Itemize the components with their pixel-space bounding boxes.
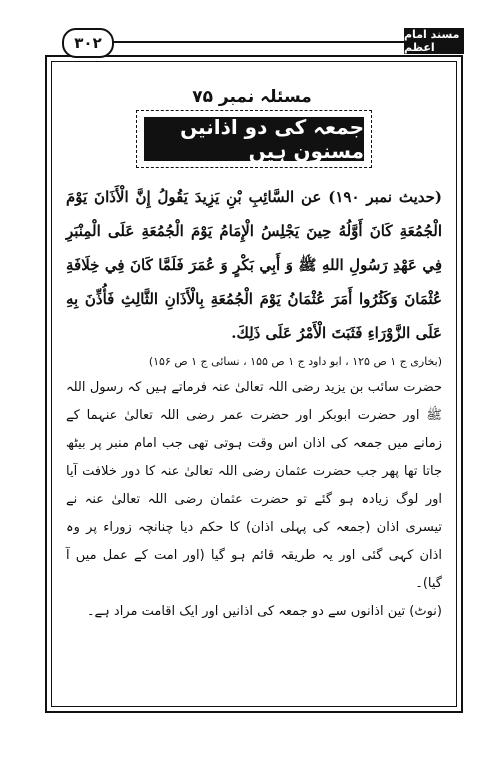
masala-number: مسئلہ نمبر ۷۵	[192, 87, 312, 107]
hadith-reference: (بخاری ج ۱ ص ۱۲۵ ، ابو داود ج ۱ ص ۱۵۵ ، نسائی ج ۱ ص ۱۵۶)	[148, 355, 442, 368]
page-number: ۳۰۲	[62, 28, 114, 58]
page-content	[66, 180, 442, 626]
hadith-text: (حدیث نمبر ۱۹۰) عن السَّائِبِ بْنِ يَزِيدَ يَقُولُ إِنَّ الْأَذَانَ يَوْمَ الْجُمُعَةِ كَانَ أَوَّلُهُ حِينَ يَجْلِسُ الْإِمَامُ يَوْمَ الْجُمُعَةِ عَلَى الْمِنْبَرِ فِي عَهْدِ رَسُولِ اللهِ ﷺ وَ أَبِي بَكْرٍ وَ عُمَرَ فَلَمَّا كَانَ فِي خِلَافَةِ عُثْمَانَ وَكَثُرُوا أَمَرَ عُثْمَانُ يَوْمَ الْجُمُعَةِ بِالْأَذَانِ الثَّالِثِ فَأُذِّنَ بِهِ عَلَى الزَّوْرَاءِ فَثَبَتَ الْأَمْرُ عَلَى ذَلِكَ.	[66, 188, 442, 342]
chapter-heading: جمعہ کی دو اذانیں مسنون ہیں	[144, 117, 364, 161]
footnote: (نوٹ) تین اذانوں سے دو جمعہ کی اذانیں اور ایک اقامت مراد ہے۔	[86, 604, 442, 619]
header-rule	[110, 41, 404, 43]
urdu-translation: حضرت سائب بن یزید رضی اللہ تعالیٰ عنہ فرماتے ہیں کہ رسول اللہ ﷺ اور حضرت ابوبکر اور حضرت عمر رضی اللہ تعالیٰ عنہما کے زمانے میں جمعہ کی اذان اس وقت ہوتی تھی جب امام منبر پر بیٹھ جاتا تھا پھر جب حضرت عثمان رضی اللہ تعالیٰ عنہ کا دور خلافت آیا اور لوگ زیادہ ہو گئے تو حضرت عثمان رضی اللہ تعالیٰ عنہ نے تیسری اذان (جمعہ کی پہلی اذان) کا حکم دیا چنانچہ زوراء پر وہ اذان کہی گئی اور یہ طریقہ قائم ہو گیا (اور امت کے عمل میں آ گیا)۔	[66, 380, 442, 591]
book-title: مسند امام اعظم	[404, 28, 464, 54]
